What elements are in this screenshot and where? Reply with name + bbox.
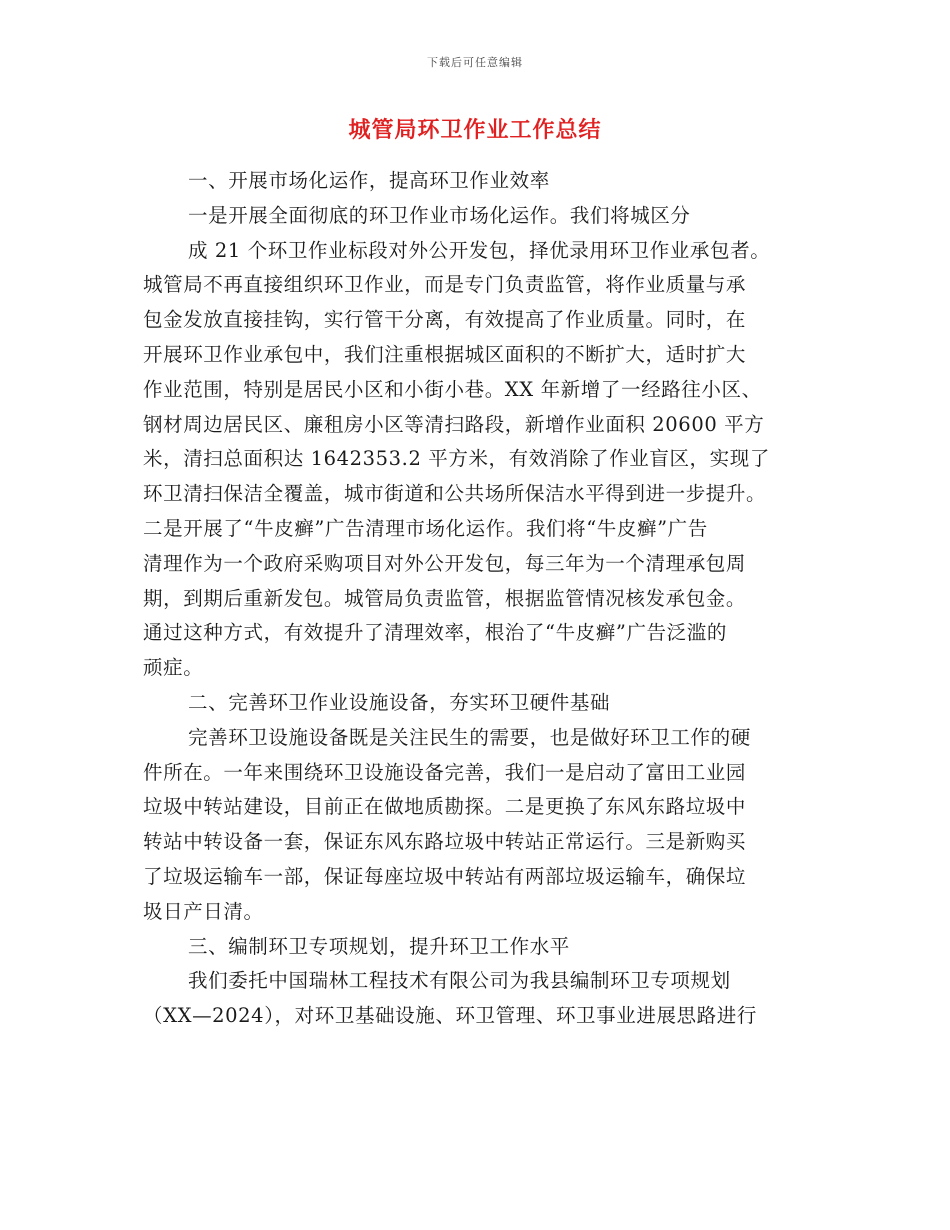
paragraph-line: （XX—2024），对环卫基础设施、环卫管理、环卫事业进展思路进行 bbox=[143, 1004, 757, 1028]
paragraph-line: 开展环卫作业承包中，我们注重根据城区面积的不断扩大，适时扩大 bbox=[143, 342, 747, 366]
paragraph-line: 成 21 个环卫作业标段对外公开发包，择优录用环卫作业承包者。 bbox=[188, 238, 771, 262]
paragraph-line: 一是开展全面彻底的环卫作业市场化运作。我们将城区分 bbox=[188, 203, 691, 227]
paragraph-line: 转站中转设备一套，保证东风东路垃圾中转站正常运行。三是新购买 bbox=[143, 830, 747, 854]
paragraph-line: 垃圾中转站建设，目前正在做地质勘探。二是更换了东风东路垃圾中 bbox=[143, 795, 747, 819]
paragraph-line: 包金发放直接挂钩，实行管干分离，有效提高了作业质量。同时，在 bbox=[143, 308, 747, 332]
paragraph-line: 环卫清扫保洁全覆盖，城市街道和公共场所保洁水平得到进一步提升。 bbox=[143, 482, 767, 506]
document-body bbox=[143, 164, 793, 1034]
paragraph-line: 钢材周边居民区、廉租房小区等清扫路段，新增作业面积 20600 平方 bbox=[143, 412, 765, 436]
paragraph-line: 了垃圾运输车一部，保证每座垃圾中转站有两部垃圾运输车，确保垃 bbox=[143, 864, 747, 888]
section-heading-3: 三、编制环卫专项规划，提升环卫工作水平 bbox=[188, 934, 570, 958]
paragraph-line: 期，到期后重新发包。城管局负责监管，根据监管情况核发承包金。 bbox=[143, 586, 747, 610]
paragraph-line: 件所在。一年来围绕环卫设施设备完善，我们一是启动了富田工业园 bbox=[143, 760, 747, 784]
paragraph-line: 我们委托中国瑞林工程技术有限公司为我县编制环卫专项规划 bbox=[188, 969, 731, 993]
section-heading-1: 一、开展市场化运作，提高环卫作业效率 bbox=[188, 169, 550, 192]
paragraph-line: 顽症。 bbox=[143, 656, 204, 680]
paragraph-line: 城管局不再直接组织环卫作业，而是专门负责监管，将作业质量与承 bbox=[143, 273, 747, 297]
section-heading-2: 二、完善环卫作业设施设备，夯实环卫硬件基础 bbox=[188, 690, 611, 714]
paragraph-line: 完善环卫设施设备既是关注民生的需要，也是做好环卫工作的硬 bbox=[188, 725, 751, 749]
paragraph-line: 清理作为一个政府采购项目对外公开发包，每三年为一个清理承包周 bbox=[143, 551, 747, 575]
paragraph-line: 通过这种方式，有效提升了清理效率，根治了“牛皮癣”广告泛滥的 bbox=[143, 621, 727, 645]
paragraph-line: 作业范围，特别是居民小区和小街小巷。XX 年新增了一经路往小区、 bbox=[143, 377, 762, 401]
paragraph-line: 米，清扫总面积达 1642353.2 平方米，有效消除了作业盲区，实现了 bbox=[143, 447, 770, 471]
paragraph-line: 圾日产日清。 bbox=[143, 899, 264, 923]
paragraph-line: 二是开展了“牛皮癣”广告清理市场化运作。我们将“牛皮癣”广告 bbox=[143, 516, 708, 540]
page-header-note: 下载后可任意编辑 bbox=[427, 56, 523, 69]
document-title: 城管局环卫作业工作总结 bbox=[348, 117, 602, 143]
